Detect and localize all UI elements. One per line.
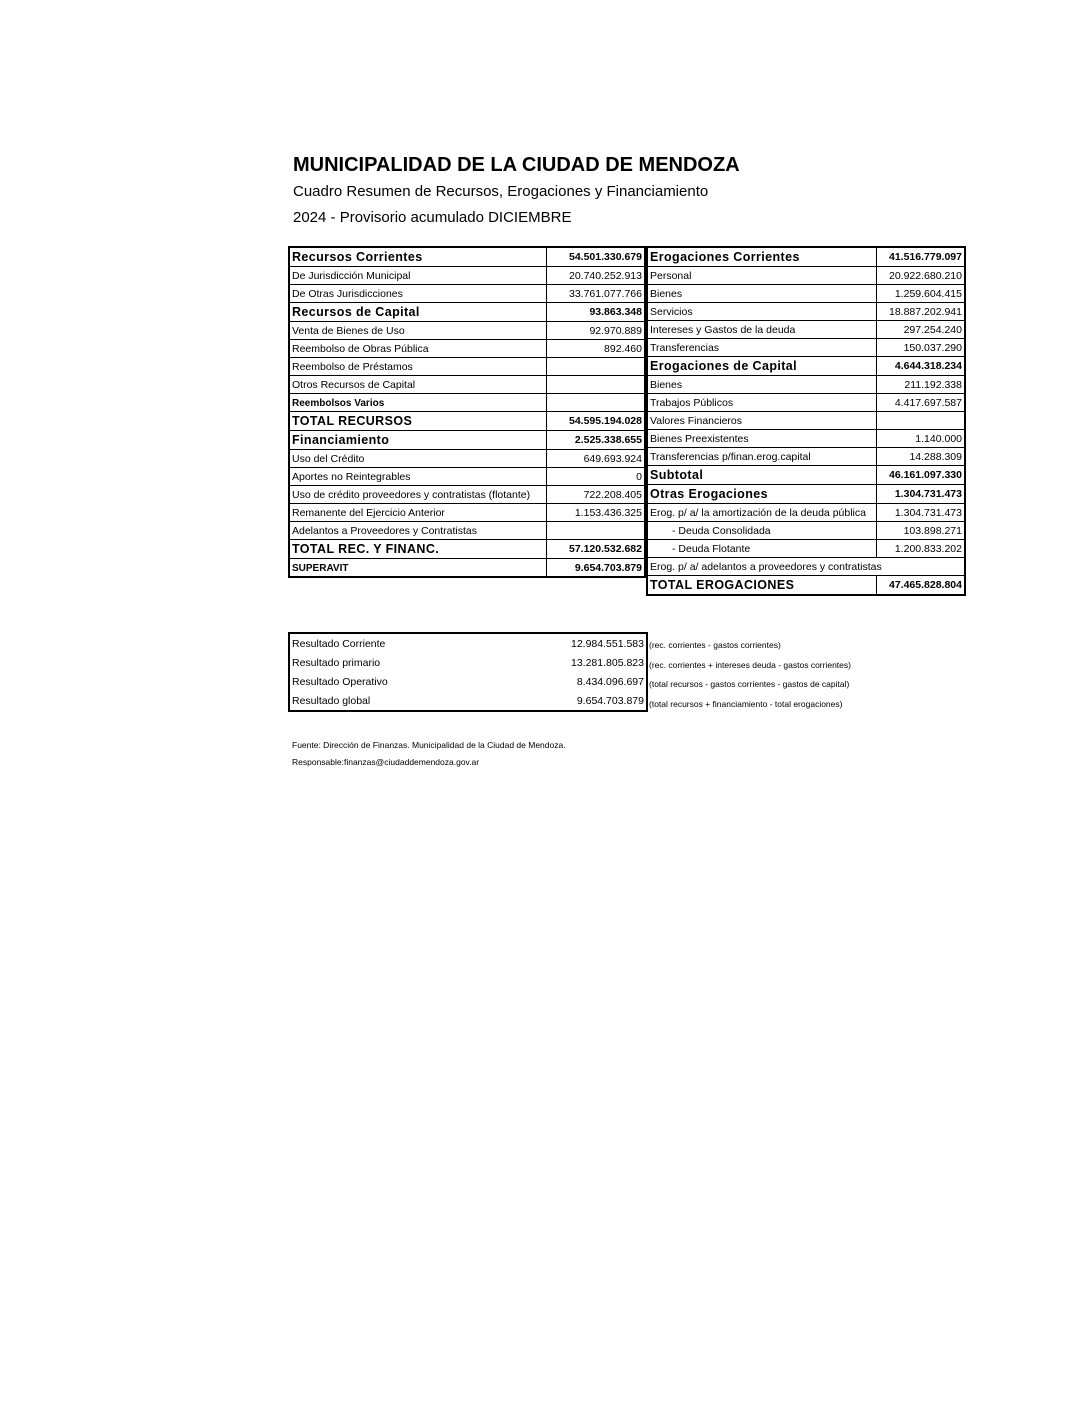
row-label: Transferencias p/finan.erog.capital [647,448,876,466]
table-row [647,321,965,339]
table-row [289,468,645,486]
row-value: 46.161.097.330 [876,466,965,485]
table-row [647,466,965,485]
row-label: Financiamiento [289,431,546,450]
table-row [647,394,965,412]
row-label: Valores Financieros [647,412,876,430]
table-row [647,558,965,576]
table-row [289,247,645,267]
results-table [288,632,648,712]
row-label: - Deuda Flotante [647,540,876,558]
row-value: 1.200.833.202 [876,540,965,558]
table-row [289,540,645,559]
row-label: Transferencias [647,339,876,357]
row-value: 103.898.271 [876,522,965,540]
row-label: SUPERAVIT [289,559,546,578]
table-row [289,412,645,431]
row-value: 20.740.252.913 [546,267,645,285]
table-row [289,322,645,340]
table-row [647,303,965,321]
result-note: (rec. corrientes + intereses deuda - gastos corrientes) [649,660,851,670]
row-label: Reembolsos Varios [289,394,546,412]
table-row [289,267,645,285]
row-value: 92.970.889 [546,322,645,340]
result-value: 8.434.096.697 [576,675,644,688]
row-label: Venta de Bienes de Uso [289,322,546,340]
table-row [289,559,645,578]
row-label: Reembolso de Obras Pública [289,340,546,358]
row-value: 1.153.436.325 [546,504,645,522]
table-row [647,412,965,430]
row-label: Servicios [647,303,876,321]
row-value: 297.254.240 [876,321,965,339]
table-row [647,357,965,376]
row-label: Bienes Preexistentes [647,430,876,448]
row-value: 722.208.405 [546,486,645,504]
page-subtitle: Cuadro Resumen de Recursos, Erogaciones y Financiamiento [293,183,709,200]
row-label: Recursos de Capital [289,303,546,322]
table-row [647,376,965,394]
row-value [546,376,645,394]
result-note: (rec. corrientes - gastos corrientes) [649,640,781,650]
row-label: Remanente del Ejercicio Anterior [289,504,546,522]
table-row [647,247,965,267]
row-label: Adelantos a Proveedores y Contratistas [289,522,546,540]
row-value: 211.192.338 [876,376,965,394]
responsible-note: Responsable:finanzas@ciudaddemendoza.gov.ar [292,757,480,767]
table-row [289,672,647,691]
table-row [647,339,965,357]
table-row [289,431,645,450]
table-row [289,486,645,504]
row-label: Erogaciones de Capital [647,357,876,376]
table-row [647,430,965,448]
table-row [647,448,965,466]
row-value: 2.525.338.655 [546,431,645,450]
result-label: Resultado global [292,694,371,707]
result-label: Resultado primario [292,656,381,669]
row-label: Personal [647,267,876,285]
row-label: Subtotal [647,466,876,485]
row-label: TOTAL EROGACIONES [647,576,876,596]
row-label: Erog. p/ a/ la amortización de la deuda pública [647,504,876,522]
table-row [289,633,647,653]
row-value: 4.417.697.587 [876,394,965,412]
table-row [647,267,965,285]
table-row [289,376,645,394]
page-title: MUNICIPALIDAD DE LA CIUDAD DE MENDOZA [293,154,740,176]
result-note: (total recursos - gastos corrientes - gastos de capital) [649,679,850,689]
row-value: 892.460 [546,340,645,358]
period-label: 2024 - Provisorio acumulado DICIEMBRE [293,209,572,226]
row-value: 1.304.731.473 [876,485,965,504]
table-row [647,576,965,596]
row-value: 57.120.532.682 [546,540,645,559]
row-label: - Deuda Consolidada [647,522,876,540]
expenditures-table [646,246,966,596]
table-row [289,504,645,522]
row-label: Otros Recursos de Capital [289,376,546,394]
row-label: TOTAL RECURSOS [289,412,546,431]
row-value: 93.863.348 [546,303,645,322]
row-value: 41.516.779.097 [876,247,965,267]
table-row [289,303,645,322]
row-label: Intereses y Gastos de la deuda [647,321,876,339]
row-label: Bienes [647,376,876,394]
result-label: Resultado Operativo [292,675,388,688]
row-value: 18.887.202.941 [876,303,965,321]
table-row [289,340,645,358]
row-value [876,412,965,430]
row-value: 649.693.924 [546,450,645,468]
table-row [647,504,965,522]
row-value: 54.595.194.028 [546,412,645,431]
row-label: Uso del Crédito [289,450,546,468]
row-label: Erogaciones Corrientes [647,247,876,267]
row-label: Bienes [647,285,876,303]
row-value: 9.654.703.879 [546,559,645,578]
table-row [647,485,965,504]
row-value: 150.037.290 [876,339,965,357]
table-row [289,691,647,711]
row-label: Recursos Corrientes [289,247,546,267]
row-label: Reembolso de Préstamos [289,358,546,376]
row-value: 33.761.077.766 [546,285,645,303]
table-row [289,653,647,672]
row-value: 1.304.731.473 [876,504,965,522]
row-value [546,522,645,540]
row-value: 20.922.680.210 [876,267,965,285]
row-label: Otras Erogaciones [647,485,876,504]
row-label: De Otras Jurisdicciones [289,285,546,303]
row-label: TOTAL REC. Y FINANC. [289,540,546,559]
table-row [289,358,645,376]
table-row [289,522,645,540]
row-value: 1.140.000 [876,430,965,448]
result-value: 9.654.703.879 [576,694,644,707]
table-row [289,450,645,468]
row-label: Aportes no Reintegrables [289,468,546,486]
result-label: Resultado Corriente [292,637,386,650]
row-value: 4.644.318.234 [876,357,965,376]
row-label: De Jurisdicción Municipal [289,267,546,285]
row-label: Uso de crédito proveedores y contratistas (flotante) [289,486,546,504]
table-row [289,394,645,412]
row-value: 54.501.330.679 [546,247,645,267]
row-label: Trabajos Públicos [647,394,876,412]
table-row [289,285,645,303]
row-value: 47.465.828.804 [876,576,965,596]
table-row [647,522,965,540]
resources-table [288,246,646,578]
table-row [647,540,965,558]
source-note: Fuente: Dirección de Finanzas. Municipalidad de la Ciudad de Mendoza. [292,740,566,750]
result-note: (total recursos + financiamiento - total erogaciones) [649,699,843,709]
result-value: 13.281.805.823 [571,656,644,669]
row-value [546,394,645,412]
result-value: 12.984.551.583 [571,637,644,650]
row-value [546,358,645,376]
row-value: 0 [546,468,645,486]
table-row [647,285,965,303]
row-value: 14.288.309 [876,448,965,466]
row-label: Erog. p/ a/ adelantos a proveedores y contratistas [647,558,965,576]
row-value: 1.259.604.415 [876,285,965,303]
